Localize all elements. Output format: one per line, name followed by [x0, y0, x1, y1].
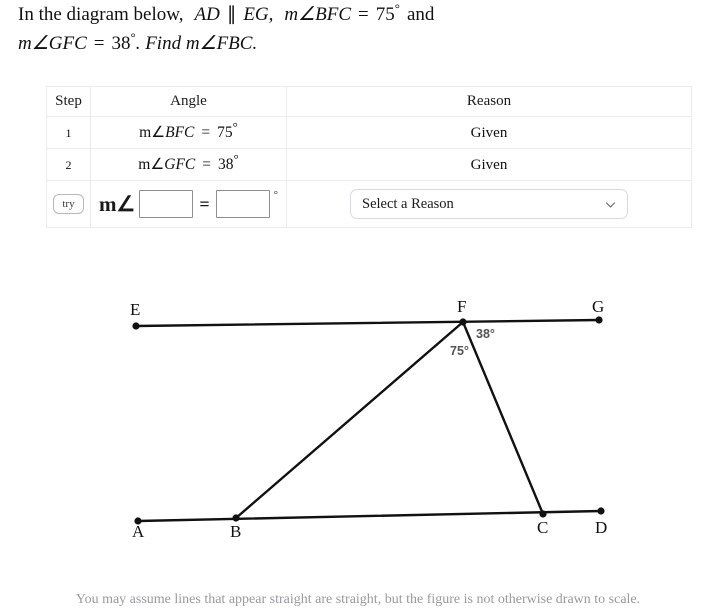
angle-equals: =	[201, 124, 211, 141]
table-row	[47, 149, 692, 181]
angle-BFC-label: 75°	[450, 344, 469, 358]
segment-FC	[463, 322, 543, 514]
given-angle-bfc-equals: =	[358, 4, 369, 25]
point-e	[132, 322, 139, 329]
try-button[interactable]: try	[53, 194, 83, 214]
point-label-f: F	[457, 297, 467, 316]
reason-cell	[287, 149, 692, 181]
angle-entry-group	[91, 181, 286, 227]
point-b	[232, 514, 239, 521]
point-label-b: B	[230, 522, 242, 541]
parallel-symbol: ∥	[226, 4, 237, 25]
degree-symbol-2: °	[130, 29, 136, 45]
segment-eg-label: EG	[243, 4, 269, 25]
point-f	[459, 318, 466, 325]
try-cell	[47, 181, 91, 228]
answer-input-row	[47, 181, 692, 228]
statement-comma: ,	[268, 4, 274, 25]
angle-statement	[91, 117, 287, 149]
problem-line-2	[18, 29, 688, 58]
given-angle-gfc-value: 38	[111, 33, 131, 54]
problem-line-1	[18, 0, 688, 29]
line-EG	[136, 320, 599, 326]
line-AD	[138, 511, 601, 521]
reason-select-cell	[287, 181, 692, 228]
angle-GFC-label: 38°	[476, 327, 495, 341]
equals-sign: =	[199, 193, 210, 214]
column-header-step: Step	[47, 87, 91, 117]
angle-prefix: m∠	[138, 156, 165, 173]
chevron-down-icon	[604, 198, 617, 211]
select-reason-label: Select a Reason	[362, 195, 454, 212]
segment-ad-label: AD	[194, 4, 220, 25]
angle-entry-cell	[91, 181, 287, 228]
degree-symbol: °	[232, 118, 238, 134]
given-angle-bfc-name: m∠BFC	[284, 4, 352, 25]
degree-symbol-input: °	[273, 189, 278, 201]
point-label-e: E	[130, 300, 141, 319]
figure-disclaimer: You may assume lines that appear straight are straight, but the figure is not otherwise drawn to scale.	[75, 592, 641, 607]
angle-name-input[interactable]	[139, 190, 193, 218]
degree-symbol: °	[233, 150, 239, 166]
select-reason-dropdown[interactable]	[350, 189, 628, 219]
table-header-row	[47, 87, 692, 117]
table-row	[47, 117, 692, 149]
m-angle-prefix: m∠	[99, 191, 136, 216]
reason-text: Given	[470, 156, 508, 173]
angle-value: 75	[217, 124, 233, 141]
angle-name: BFC	[165, 124, 195, 141]
given-angle-gfc-name: m∠GFC	[18, 33, 87, 54]
problem-statement	[18, 0, 688, 58]
angle-equals: =	[202, 156, 211, 173]
statement-and: and	[406, 4, 435, 25]
point-label-g: G	[592, 297, 605, 316]
point-label-c: C	[537, 518, 549, 537]
point-label-d: D	[595, 518, 608, 537]
diagram-canvas	[0, 270, 716, 560]
angle-name: GFC	[164, 156, 196, 173]
problem-intro-text: In the diagram below,	[18, 4, 184, 25]
segment-FB	[236, 322, 463, 518]
given-angle-gfc-equals: =	[93, 33, 105, 54]
diagram-point-labels	[130, 297, 607, 541]
reason-cell	[287, 117, 692, 149]
column-header-angle: Angle	[91, 87, 287, 117]
column-header-reason: Reason	[287, 87, 692, 117]
step-number	[47, 149, 91, 181]
proof-table	[46, 86, 692, 228]
point-g	[595, 316, 602, 323]
point-c	[539, 510, 546, 517]
geometry-diagram	[0, 270, 716, 560]
diagram-lines	[136, 320, 601, 521]
question-find-text: . Find m∠FBC.	[135, 33, 258, 54]
reason-text: Given	[470, 124, 508, 141]
given-angle-bfc-value: 75	[375, 4, 395, 25]
degree-symbol-1: °	[394, 0, 400, 16]
point-label-a: A	[132, 522, 145, 541]
angle-prefix: m∠	[139, 124, 166, 141]
angle-value-input[interactable]	[216, 190, 270, 218]
point-d	[597, 507, 604, 514]
angle-statement	[91, 149, 287, 181]
angle-value: 38	[218, 156, 234, 173]
step-number-value: 1	[65, 125, 72, 140]
step-number	[47, 117, 91, 149]
step-number-value: 2	[65, 157, 72, 172]
